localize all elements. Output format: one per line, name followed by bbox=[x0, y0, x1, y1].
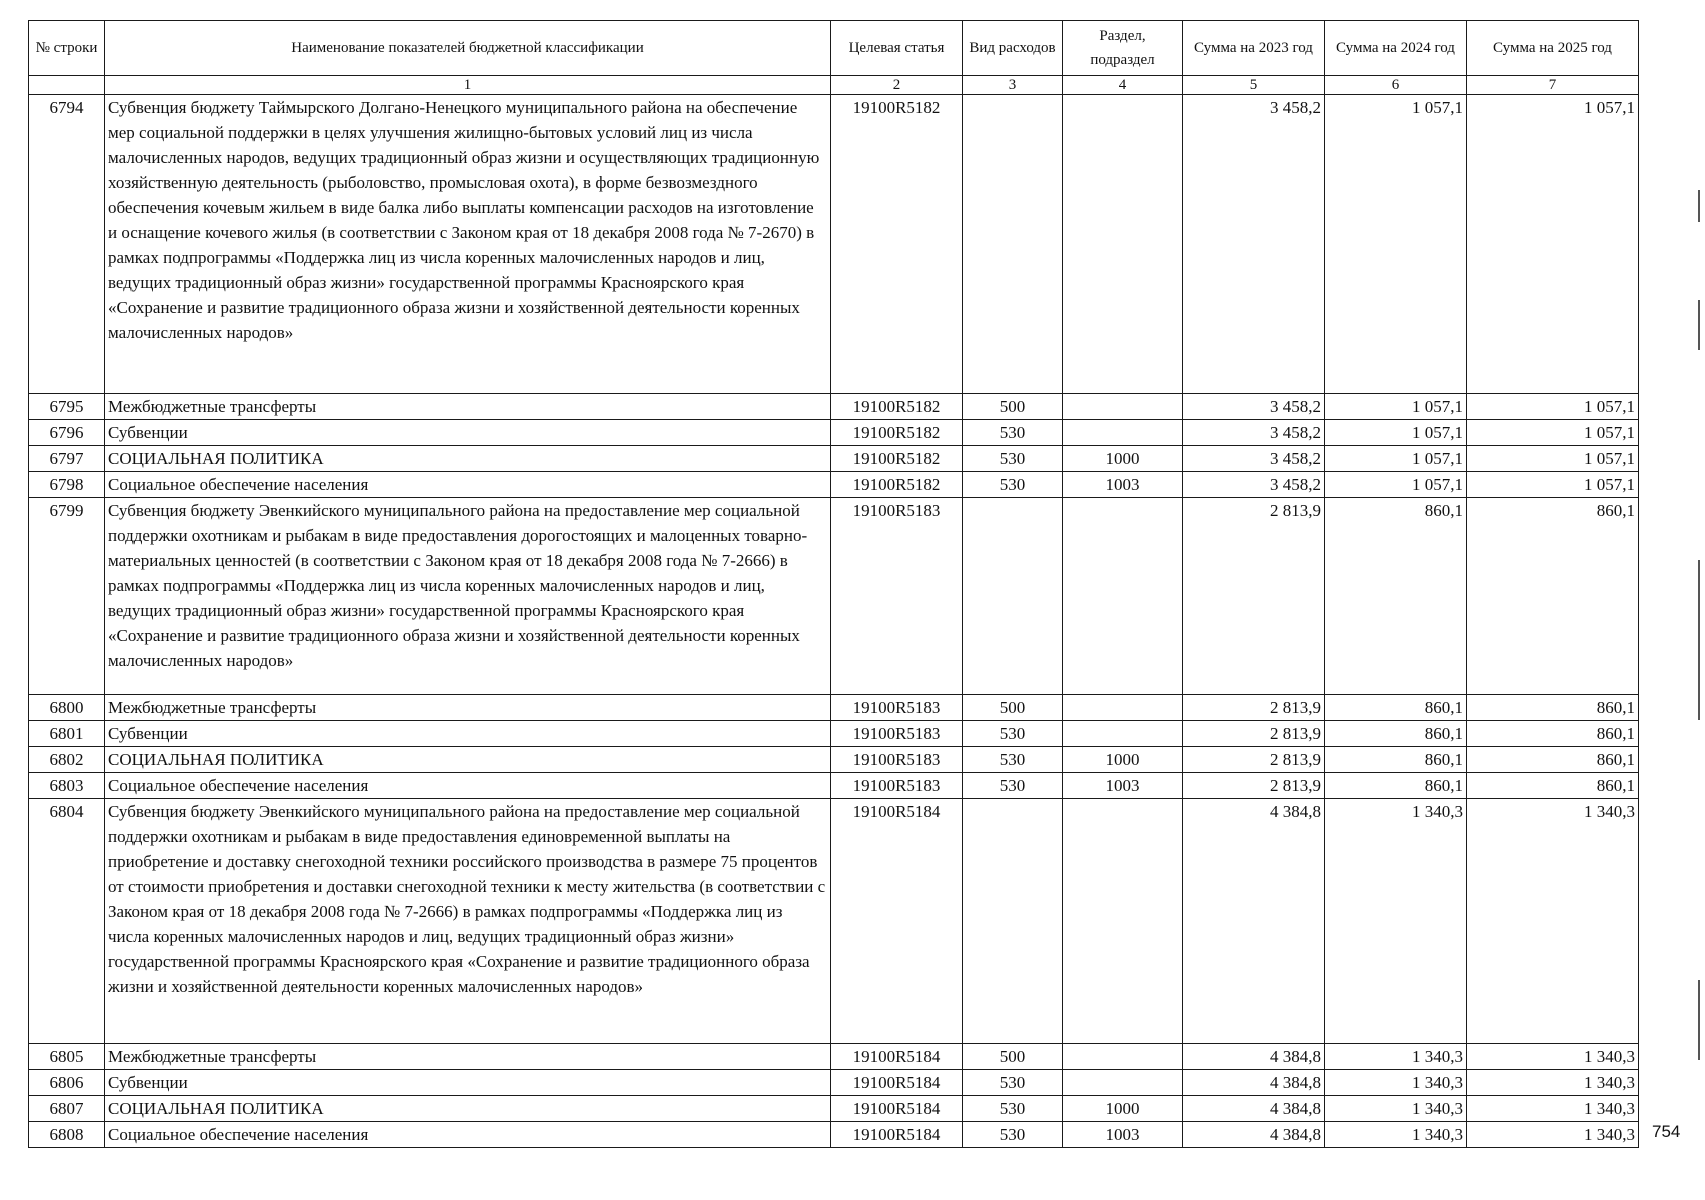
row-sum-2025: 860,1 bbox=[1467, 773, 1639, 799]
row-expense-type: 530 bbox=[963, 1096, 1063, 1122]
header-row-no: № строки bbox=[29, 21, 105, 76]
row-sum-2023: 4 384,8 bbox=[1183, 1070, 1325, 1096]
table-row bbox=[29, 773, 1639, 799]
table-row bbox=[29, 394, 1639, 420]
row-sum-2024: 1 057,1 bbox=[1325, 446, 1467, 472]
row-number: 6794 bbox=[29, 95, 105, 394]
table-row bbox=[29, 1122, 1639, 1148]
row-sum-2024: 1 340,3 bbox=[1325, 799, 1467, 1044]
table-row bbox=[29, 95, 1639, 394]
row-sum-2024: 1 340,3 bbox=[1325, 1122, 1467, 1148]
scan-edge-mark bbox=[1698, 190, 1700, 222]
row-sum-2024: 1 057,1 bbox=[1325, 394, 1467, 420]
page-number: 754 bbox=[1652, 1122, 1681, 1141]
row-expense-type bbox=[963, 498, 1063, 695]
row-number: 6798 bbox=[29, 472, 105, 498]
row-sum-2023: 4 384,8 bbox=[1183, 799, 1325, 1044]
row-sum-2025: 860,1 bbox=[1467, 721, 1639, 747]
header-sum-2024: Сумма на 2024 год bbox=[1325, 21, 1467, 76]
header-sum-2025: Сумма на 2025 год bbox=[1467, 21, 1639, 76]
row-name: СОЦИАЛЬНАЯ ПОЛИТИКА bbox=[105, 446, 831, 472]
row-sum-2025: 1 057,1 bbox=[1467, 472, 1639, 498]
table-row bbox=[29, 1070, 1639, 1096]
scan-edge-mark bbox=[1698, 300, 1700, 350]
row-sum-2024: 860,1 bbox=[1325, 498, 1467, 695]
table-row bbox=[29, 472, 1639, 498]
row-sum-2025: 860,1 bbox=[1467, 747, 1639, 773]
row-section bbox=[1063, 394, 1183, 420]
row-sum-2025: 1 340,3 bbox=[1467, 1070, 1639, 1096]
row-section: 1000 bbox=[1063, 1096, 1183, 1122]
row-expense-type: 530 bbox=[963, 721, 1063, 747]
row-name: СОЦИАЛЬНАЯ ПОЛИТИКА bbox=[105, 1096, 831, 1122]
row-expense-type: 530 bbox=[963, 747, 1063, 773]
row-name: Субвенция бюджету Эвенкийского муниципального района на предоставление мер социальной поддержки охотникам и рыбакам в виде предоставления дорогостоящих и малоценных товарно-материальных ценностей (в соответствии с Законом края от 18 декабря 2008 года № 7-2666) в рамках подпрограммы «Поддержка лиц из числа коренных малочисленных народов и лиц, ведущих традиционный образ жизни» государственной программы Красноярского края «Сохранение и развитие традиционного образа жизни и хозяйственной деятельности коренных малочисленных народов» bbox=[105, 498, 831, 695]
row-sum-2024: 860,1 bbox=[1325, 695, 1467, 721]
table-row bbox=[29, 1044, 1639, 1070]
row-target: 19100R5182 bbox=[831, 472, 963, 498]
row-number: 6796 bbox=[29, 420, 105, 446]
row-section bbox=[1063, 1044, 1183, 1070]
table-row bbox=[29, 799, 1639, 1044]
row-name: Межбюджетные трансферты bbox=[105, 1044, 831, 1070]
row-target: 19100R5182 bbox=[831, 95, 963, 394]
row-sum-2025: 1 340,3 bbox=[1467, 799, 1639, 1044]
row-sum-2023: 3 458,2 bbox=[1183, 472, 1325, 498]
row-expense-type bbox=[963, 799, 1063, 1044]
row-sum-2023: 2 813,9 bbox=[1183, 498, 1325, 695]
row-sum-2024: 1 340,3 bbox=[1325, 1044, 1467, 1070]
column-number-blank bbox=[29, 76, 105, 95]
budget-document bbox=[28, 20, 1638, 1142]
row-target: 19100R5183 bbox=[831, 721, 963, 747]
row-number: 6806 bbox=[29, 1070, 105, 1096]
column-number: 1 bbox=[105, 76, 831, 95]
scan-edge-mark bbox=[1698, 560, 1700, 720]
row-sum-2024: 1 057,1 bbox=[1325, 95, 1467, 394]
row-name: Субвенция бюджету Таймырского Долгано-Ненецкого муниципального района на обеспечение мер социальной поддержки в целях улучшения жилищно-бытовых условий лиц из числа малочисленных народов, ведущих традиционный образ жизни и осуществляющих традиционную хозяйственную деятельность (рыболовство, промысловая охота), в форме безвозмездного обеспечения кочевым жильем в виде балка либо выплаты компенсации расходов на изготовление и оснащение кочевого жилья (в соответствии с Законом края от 18 декабря 2008 года № 7-2670) в рамках подпрограммы «Поддержка лиц из числа коренных малочисленных народов и лиц, ведущих традиционный образ жизни» государственной программы Красноярского края «Сохранение и развитие традиционного образа жизни и хозяйственной деятельности коренных малочисленных народов» bbox=[105, 95, 831, 394]
budget-table bbox=[28, 20, 1639, 1148]
row-number: 6795 bbox=[29, 394, 105, 420]
column-number: 2 bbox=[831, 76, 963, 95]
row-section bbox=[1063, 799, 1183, 1044]
row-expense-type bbox=[963, 95, 1063, 394]
row-section: 1003 bbox=[1063, 472, 1183, 498]
row-sum-2023: 3 458,2 bbox=[1183, 95, 1325, 394]
row-section: 1000 bbox=[1063, 747, 1183, 773]
column-number: 4 bbox=[1063, 76, 1183, 95]
scan-edge-mark bbox=[1698, 980, 1700, 1060]
row-target: 19100R5183 bbox=[831, 695, 963, 721]
row-target: 19100R5183 bbox=[831, 498, 963, 695]
column-number-row bbox=[29, 76, 1639, 95]
row-sum-2025: 1 340,3 bbox=[1467, 1122, 1639, 1148]
row-sum-2023: 2 813,9 bbox=[1183, 773, 1325, 799]
column-number: 3 bbox=[963, 76, 1063, 95]
table-row bbox=[29, 721, 1639, 747]
row-number: 6807 bbox=[29, 1096, 105, 1122]
header-name: Наименование показателей бюджетной классификации bbox=[105, 21, 831, 76]
row-sum-2025: 860,1 bbox=[1467, 695, 1639, 721]
row-target: 19100R5183 bbox=[831, 747, 963, 773]
row-expense-type: 530 bbox=[963, 1070, 1063, 1096]
row-name: Социальное обеспечение населения bbox=[105, 1122, 831, 1148]
row-section: 1003 bbox=[1063, 1122, 1183, 1148]
row-number: 6797 bbox=[29, 446, 105, 472]
row-section: 1003 bbox=[1063, 773, 1183, 799]
table-row bbox=[29, 695, 1639, 721]
row-number: 6808 bbox=[29, 1122, 105, 1148]
row-target: 19100R5184 bbox=[831, 1122, 963, 1148]
row-sum-2023: 4 384,8 bbox=[1183, 1044, 1325, 1070]
row-expense-type: 500 bbox=[963, 1044, 1063, 1070]
row-sum-2025: 1 057,1 bbox=[1467, 394, 1639, 420]
row-expense-type: 530 bbox=[963, 446, 1063, 472]
row-sum-2024: 1 340,3 bbox=[1325, 1070, 1467, 1096]
row-section bbox=[1063, 95, 1183, 394]
row-expense-type: 530 bbox=[963, 472, 1063, 498]
row-name: Межбюджетные трансферты bbox=[105, 695, 831, 721]
column-number: 6 bbox=[1325, 76, 1467, 95]
row-sum-2024: 1 340,3 bbox=[1325, 1096, 1467, 1122]
row-name: Субвенции bbox=[105, 420, 831, 446]
row-expense-type: 530 bbox=[963, 420, 1063, 446]
row-sum-2024: 860,1 bbox=[1325, 747, 1467, 773]
row-sum-2024: 1 057,1 bbox=[1325, 420, 1467, 446]
row-number: 6804 bbox=[29, 799, 105, 1044]
row-sum-2025: 1 057,1 bbox=[1467, 95, 1639, 394]
header-expense-type: Вид расходов bbox=[963, 21, 1063, 76]
row-name: Межбюджетные трансферты bbox=[105, 394, 831, 420]
row-section bbox=[1063, 1070, 1183, 1096]
header-sum-2023: Сумма на 2023 год bbox=[1183, 21, 1325, 76]
row-expense-type: 530 bbox=[963, 1122, 1063, 1148]
row-sum-2023: 2 813,9 bbox=[1183, 747, 1325, 773]
row-number: 6799 bbox=[29, 498, 105, 695]
row-sum-2024: 1 057,1 bbox=[1325, 472, 1467, 498]
row-target: 19100R5184 bbox=[831, 1096, 963, 1122]
table-row bbox=[29, 420, 1639, 446]
row-sum-2025: 1 340,3 bbox=[1467, 1044, 1639, 1070]
row-target: 19100R5182 bbox=[831, 394, 963, 420]
row-sum-2023: 3 458,2 bbox=[1183, 394, 1325, 420]
row-section bbox=[1063, 420, 1183, 446]
row-number: 6805 bbox=[29, 1044, 105, 1070]
row-sum-2023: 4 384,8 bbox=[1183, 1122, 1325, 1148]
column-number: 7 bbox=[1467, 76, 1639, 95]
row-number: 6800 bbox=[29, 695, 105, 721]
row-expense-type: 530 bbox=[963, 773, 1063, 799]
row-name: Субвенция бюджету Эвенкийского муниципального района на предоставление мер социальной поддержки охотникам и рыбакам в виде предоставления единовременной выплаты на приобретение и доставку снегоходной техники российского производства в размере 75 процентов от стоимости приобретения и доставки снегоходной техники к месту жительства (в соответствии с Законом края от 18 декабря 2008 года № 7-2666) в рамках подпрограммы «Поддержка лиц из числа коренных малочисленных народов и лиц, ведущих традиционный образ жизни» государственной программы Красноярского края «Сохранение и развитие традиционного образа жизни и хозяйственной деятельности коренных малочисленных народов» bbox=[105, 799, 831, 1044]
row-expense-type: 500 bbox=[963, 394, 1063, 420]
row-section bbox=[1063, 721, 1183, 747]
table-row bbox=[29, 498, 1639, 695]
row-name: Социальное обеспечение населения bbox=[105, 773, 831, 799]
row-sum-2025: 1 057,1 bbox=[1467, 420, 1639, 446]
row-target: 19100R5184 bbox=[831, 1044, 963, 1070]
row-section: 1000 bbox=[1063, 446, 1183, 472]
row-target: 19100R5184 bbox=[831, 799, 963, 1044]
column-number: 5 bbox=[1183, 76, 1325, 95]
row-sum-2025: 1 057,1 bbox=[1467, 446, 1639, 472]
row-number: 6803 bbox=[29, 773, 105, 799]
row-target: 19100R5182 bbox=[831, 446, 963, 472]
table-row bbox=[29, 1096, 1639, 1122]
row-target: 19100R5184 bbox=[831, 1070, 963, 1096]
table-row bbox=[29, 747, 1639, 773]
row-section bbox=[1063, 695, 1183, 721]
row-name: Субвенции bbox=[105, 721, 831, 747]
row-expense-type: 500 bbox=[963, 695, 1063, 721]
row-sum-2023: 3 458,2 bbox=[1183, 446, 1325, 472]
row-name: СОЦИАЛЬНАЯ ПОЛИТИКА bbox=[105, 747, 831, 773]
row-number: 6802 bbox=[29, 747, 105, 773]
row-sum-2023: 2 813,9 bbox=[1183, 721, 1325, 747]
row-target: 19100R5183 bbox=[831, 773, 963, 799]
row-sum-2023: 2 813,9 bbox=[1183, 695, 1325, 721]
row-sum-2024: 860,1 bbox=[1325, 721, 1467, 747]
row-name: Субвенции bbox=[105, 1070, 831, 1096]
header-target: Целевая статья bbox=[831, 21, 963, 76]
row-number: 6801 bbox=[29, 721, 105, 747]
row-target: 19100R5182 bbox=[831, 420, 963, 446]
table-header-row bbox=[29, 21, 1639, 76]
row-name: Социальное обеспечение населения bbox=[105, 472, 831, 498]
row-sum-2023: 4 384,8 bbox=[1183, 1096, 1325, 1122]
table-row bbox=[29, 446, 1639, 472]
header-section: Раздел, подраздел bbox=[1063, 21, 1183, 76]
row-sum-2025: 1 340,3 bbox=[1467, 1096, 1639, 1122]
row-section bbox=[1063, 498, 1183, 695]
row-sum-2023: 3 458,2 bbox=[1183, 420, 1325, 446]
row-sum-2024: 860,1 bbox=[1325, 773, 1467, 799]
row-sum-2025: 860,1 bbox=[1467, 498, 1639, 695]
